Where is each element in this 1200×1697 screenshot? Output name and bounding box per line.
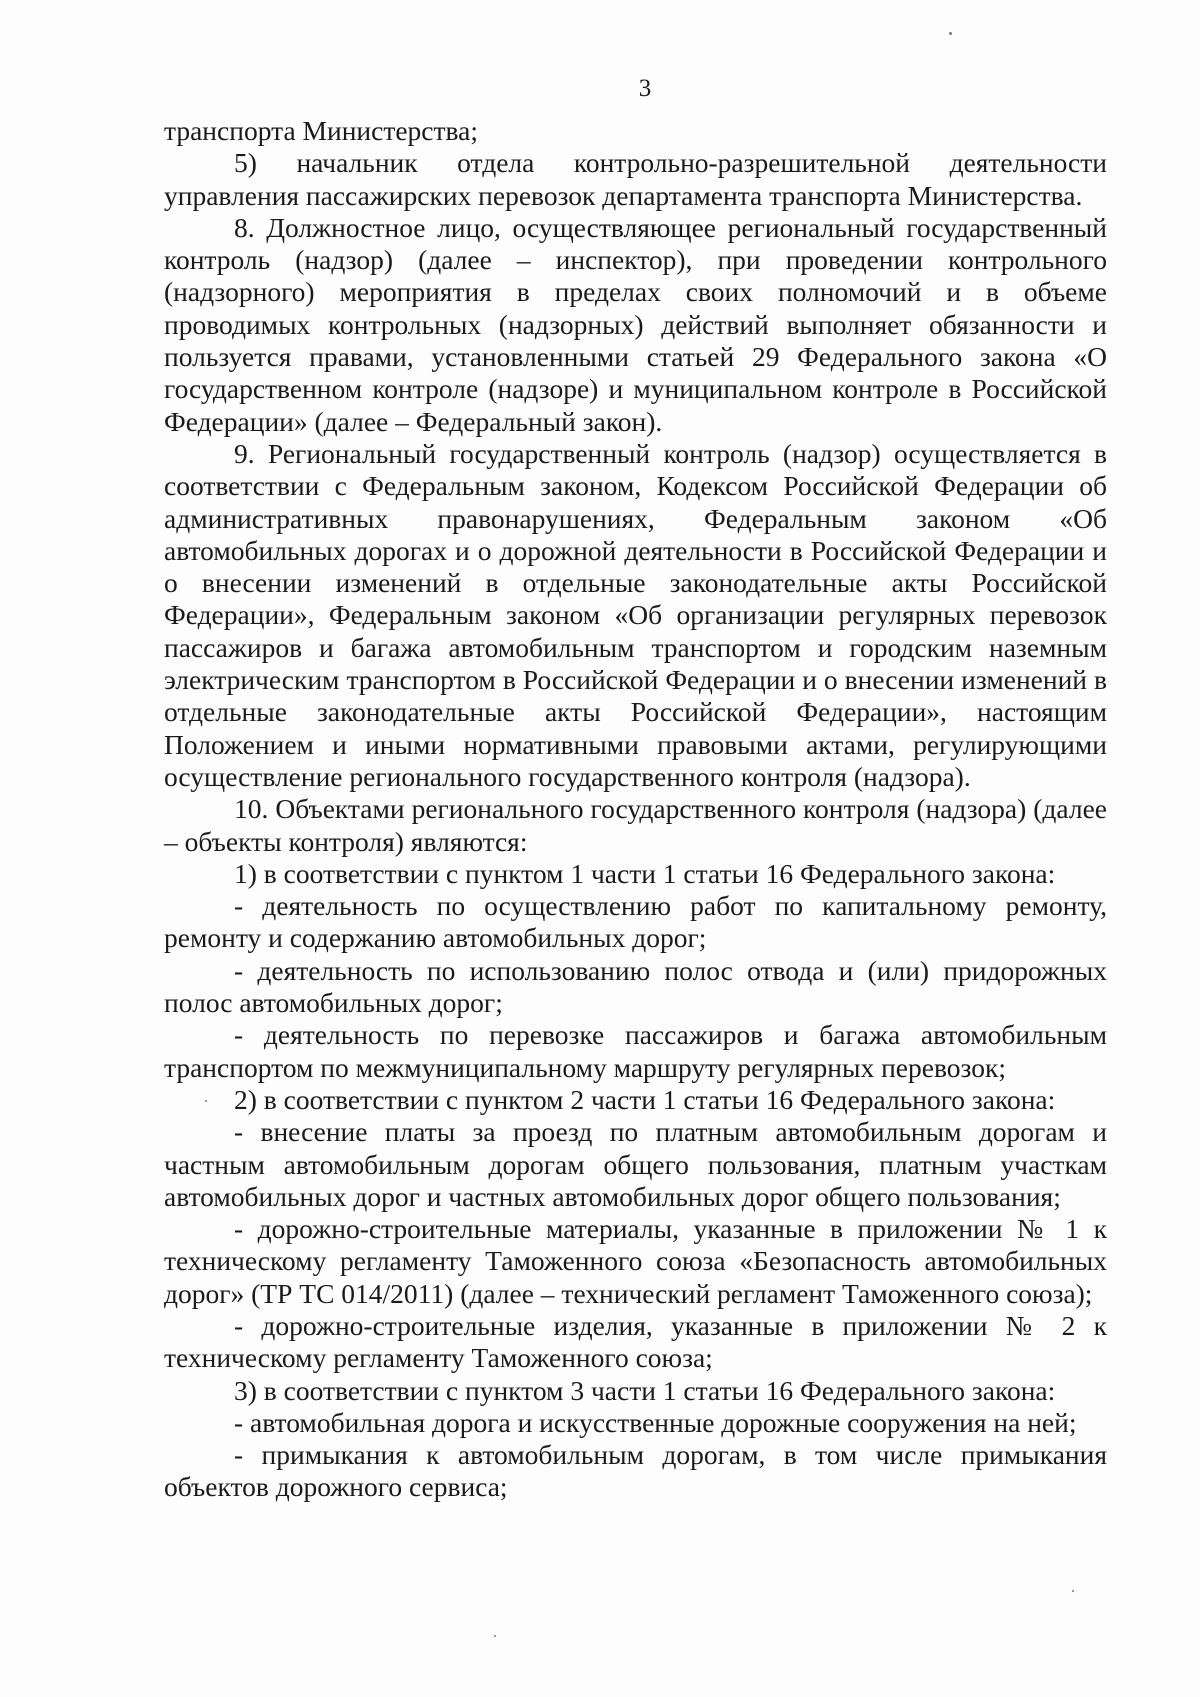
scan-speck xyxy=(494,1635,496,1637)
scan-speck xyxy=(1072,1590,1074,1592)
paragraph-item-5: 5) начальник отдела контрольно-разрешительной деятельности управления пассажирских перевозок департамента транспорта Министерства. xyxy=(164,147,1107,211)
paragraph-bullet: - внесение платы за проезд по платным автомобильным дорогам и частным автомобильным дорогам общего пользования, платным участкам автомобильных дорог и частных автомобильных дорог общего пользования; xyxy=(164,1116,1107,1212)
paragraph-bullet: - дорожно-строительные материалы, указанные в приложении № 1 к техническому регламенту Таможенного союза «Безопасность автомобильных дорог» (ТР ТС 014/2011) (далее – технический регламент Таможенного союза); xyxy=(164,1213,1107,1309)
scan-speck xyxy=(949,32,952,35)
paragraph-bullet: - примыкания к автомобильным дорогам, в том числе примыкания объектов дорожного сервиса; xyxy=(164,1439,1107,1503)
paragraph-bullet: - дорожно-строительные изделия, указанные в приложении № 2 к техническому регламенту Таможенного союза; xyxy=(164,1309,1107,1374)
paragraph-continuation: транспорта Министерства; xyxy=(164,115,478,146)
paragraph-bullet: - автомобильная дорога и искусственные дорожные сооружения на ней; xyxy=(234,1406,1077,1438)
paragraph-subitem-1: 1) в соответствии с пунктом 1 части 1 статьи 16 Федерального закона: xyxy=(234,857,1056,889)
page-number: 3 xyxy=(638,75,652,102)
paragraph-bullet: - деятельность по перевозке пассажиров и багажа автомобильным транспортом по межмуниципальному маршруту регулярных перевозок; xyxy=(164,1019,1107,1083)
document-body xyxy=(164,115,1107,1504)
paragraph-clause-8: 8. Должностное лицо, осуществляющее региональный государственный контроль (надзор) (далее – инспектор), при проведении контрольного (надзорного) мероприятия в пределах своих полномочий и в объеме проводимых контрольных (надзорных) действий выполняет обязанности и пользуется правами, установленными статьей 29 Федерального закона «О государственном контроле (надзоре) и муниципальном контроле в Российской Федерации» (далее – Федеральный закон). xyxy=(164,211,1107,437)
paragraph-bullet: - деятельность по осуществлению работ по капитальному ремонту, ремонту и содержанию автомобильных дорог; xyxy=(164,890,1107,954)
paragraph-bullet: - деятельность по использованию полос отвода и (или) придорожных полос автомобильных дорог; xyxy=(164,954,1107,1019)
paragraph-subitem-2: 2) в соответствии с пунктом 2 части 1 статьи 16 Федерального закона: xyxy=(234,1083,1056,1115)
scan-speck xyxy=(205,1100,207,1102)
paragraph-subitem-3: 3) в соответствии с пунктом 3 части 1 статьи 16 Федерального закона: xyxy=(234,1374,1056,1406)
paragraph-clause-10: 10. Объектами регионального государственного контроля (надзора) (далее – объекты контроля) являются: xyxy=(164,793,1107,857)
paragraph-clause-9: 9. Региональный государственный контроль (надзор) осуществляется в соответствии с Федеральным законом, Кодексом Российской Федерации об административных правонарушениях, Федеральным законом «Об автомобильных дорогах и о дорожной деятельности в Российской Федерации и о внесении изменений в отдельные законодательные акты Российской Федерации», Федеральным законом «Об организации регулярных перевозок пассажиров и багажа автомобильным транспортом и городским наземным электрическим транспортом в Российской Федерации и о внесении изменений в отдельные законодательные акты Российской Федерации», настоящим Положением и иными нормативными правовыми актами, регулирующими осуществление регионального государственного контроля (надзора). xyxy=(164,437,1107,792)
